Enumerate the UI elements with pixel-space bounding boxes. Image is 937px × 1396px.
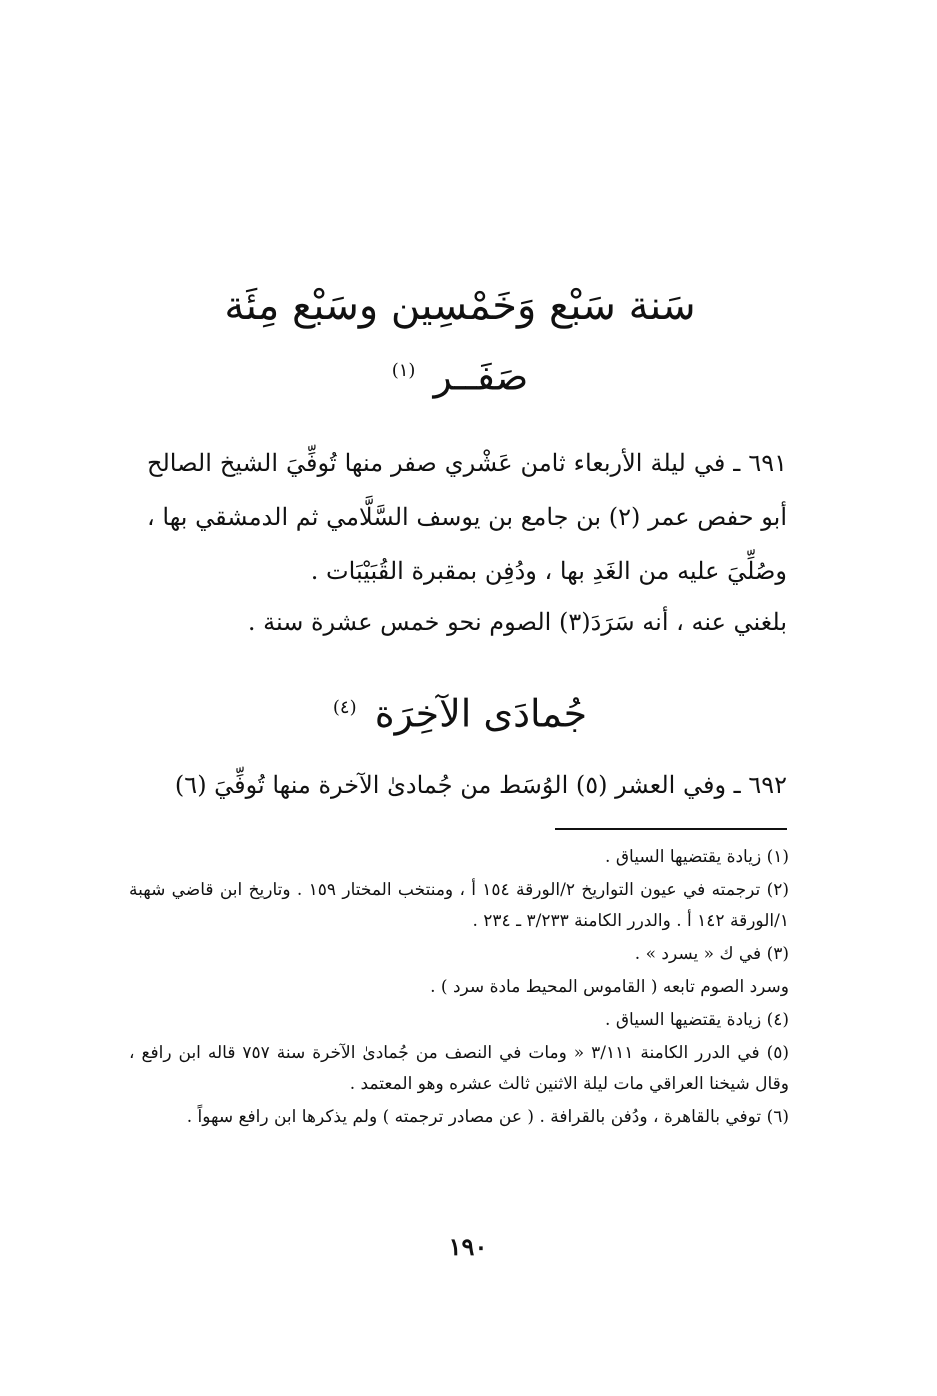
footnote-5: (٥) في الدرر الكامنة ٣/١١١ « ومات في النصف من جُمادىٰ الآخرة سنة ٧٥٧ قاله ابن رافع ، وقال شيخنا العراقي مات ليلة الاثنين ثالث عشره وهو المعتمد . xyxy=(129,1043,789,1094)
footnote-6: (٦) توفي بالقاهرة ، ودُفن بالقرافة . ( عن مصادر ترجمته ) ولم يذكرها ابن رافع سهواً . xyxy=(186,1107,789,1127)
month-heading-safar xyxy=(300,345,620,403)
entry-paragraph-691: ٦٩١ ـ في ليلة الأربعاء ثامن عَشْري صفر منها تُوفِّيَ الشيخ الصالح أبو حفص عمر (٢) بن جامع بن يوسف السَّلَّامي ثم الدمشقي بها ، وصُلِّيَ عليه من الغَدِ بها ، ودُفِن بمقبرة القُبَيْبَات . xyxy=(147,449,787,585)
month-heading-jumada-al-akhira xyxy=(280,682,640,740)
footnote-3-continued: وسرد الصوم تابعه ( القاموس المحيط مادة سرد ) . xyxy=(430,977,789,997)
entry-paragraph-691-continued: بلغني عنه ، أنه سَرَدَ(٣) الصوم نحو خمس عشرة سنة . xyxy=(247,608,787,636)
footnote-1: (١) زيادة يقتضيها السياق . xyxy=(605,847,789,867)
footnote-4: (٤) زيادة يقتضيها السياق . xyxy=(605,1010,789,1030)
footnote-marker: (٤) xyxy=(332,697,357,718)
footnote-marker: (١) xyxy=(391,360,416,381)
entry-paragraph-692: ٦٩٢ ـ وفي العشر (٥) الوُسَط من جُمادىٰ الآخرة منها تُوفِّيَ (٦) xyxy=(174,771,787,799)
month-heading-text: جُمادَى الآخِرَة xyxy=(374,691,588,736)
page-number: ١٩٠ xyxy=(448,1232,488,1261)
year-heading: سَنة سَبْع وَخَمْسِين وسَبْع مِئَة xyxy=(224,283,696,329)
footnote-3: (٣) في ك « يسرد » . xyxy=(634,944,789,964)
footnote-divider xyxy=(555,828,787,830)
footnotes-block xyxy=(129,842,789,1135)
month-heading-text: صَفَــر xyxy=(433,354,529,399)
footnote-2: (٢) ترجمته في عيون التواريخ ٢/الورقة ١٥٤ أ ، ومنتخب المختار ١٥٩ . وتاريخ ابن قاضي شهبة ١/الورقة ١٤٢ أ . والدرر الكامنة ٣/٢٣٣ ـ ٢٣٤ . xyxy=(129,880,789,931)
